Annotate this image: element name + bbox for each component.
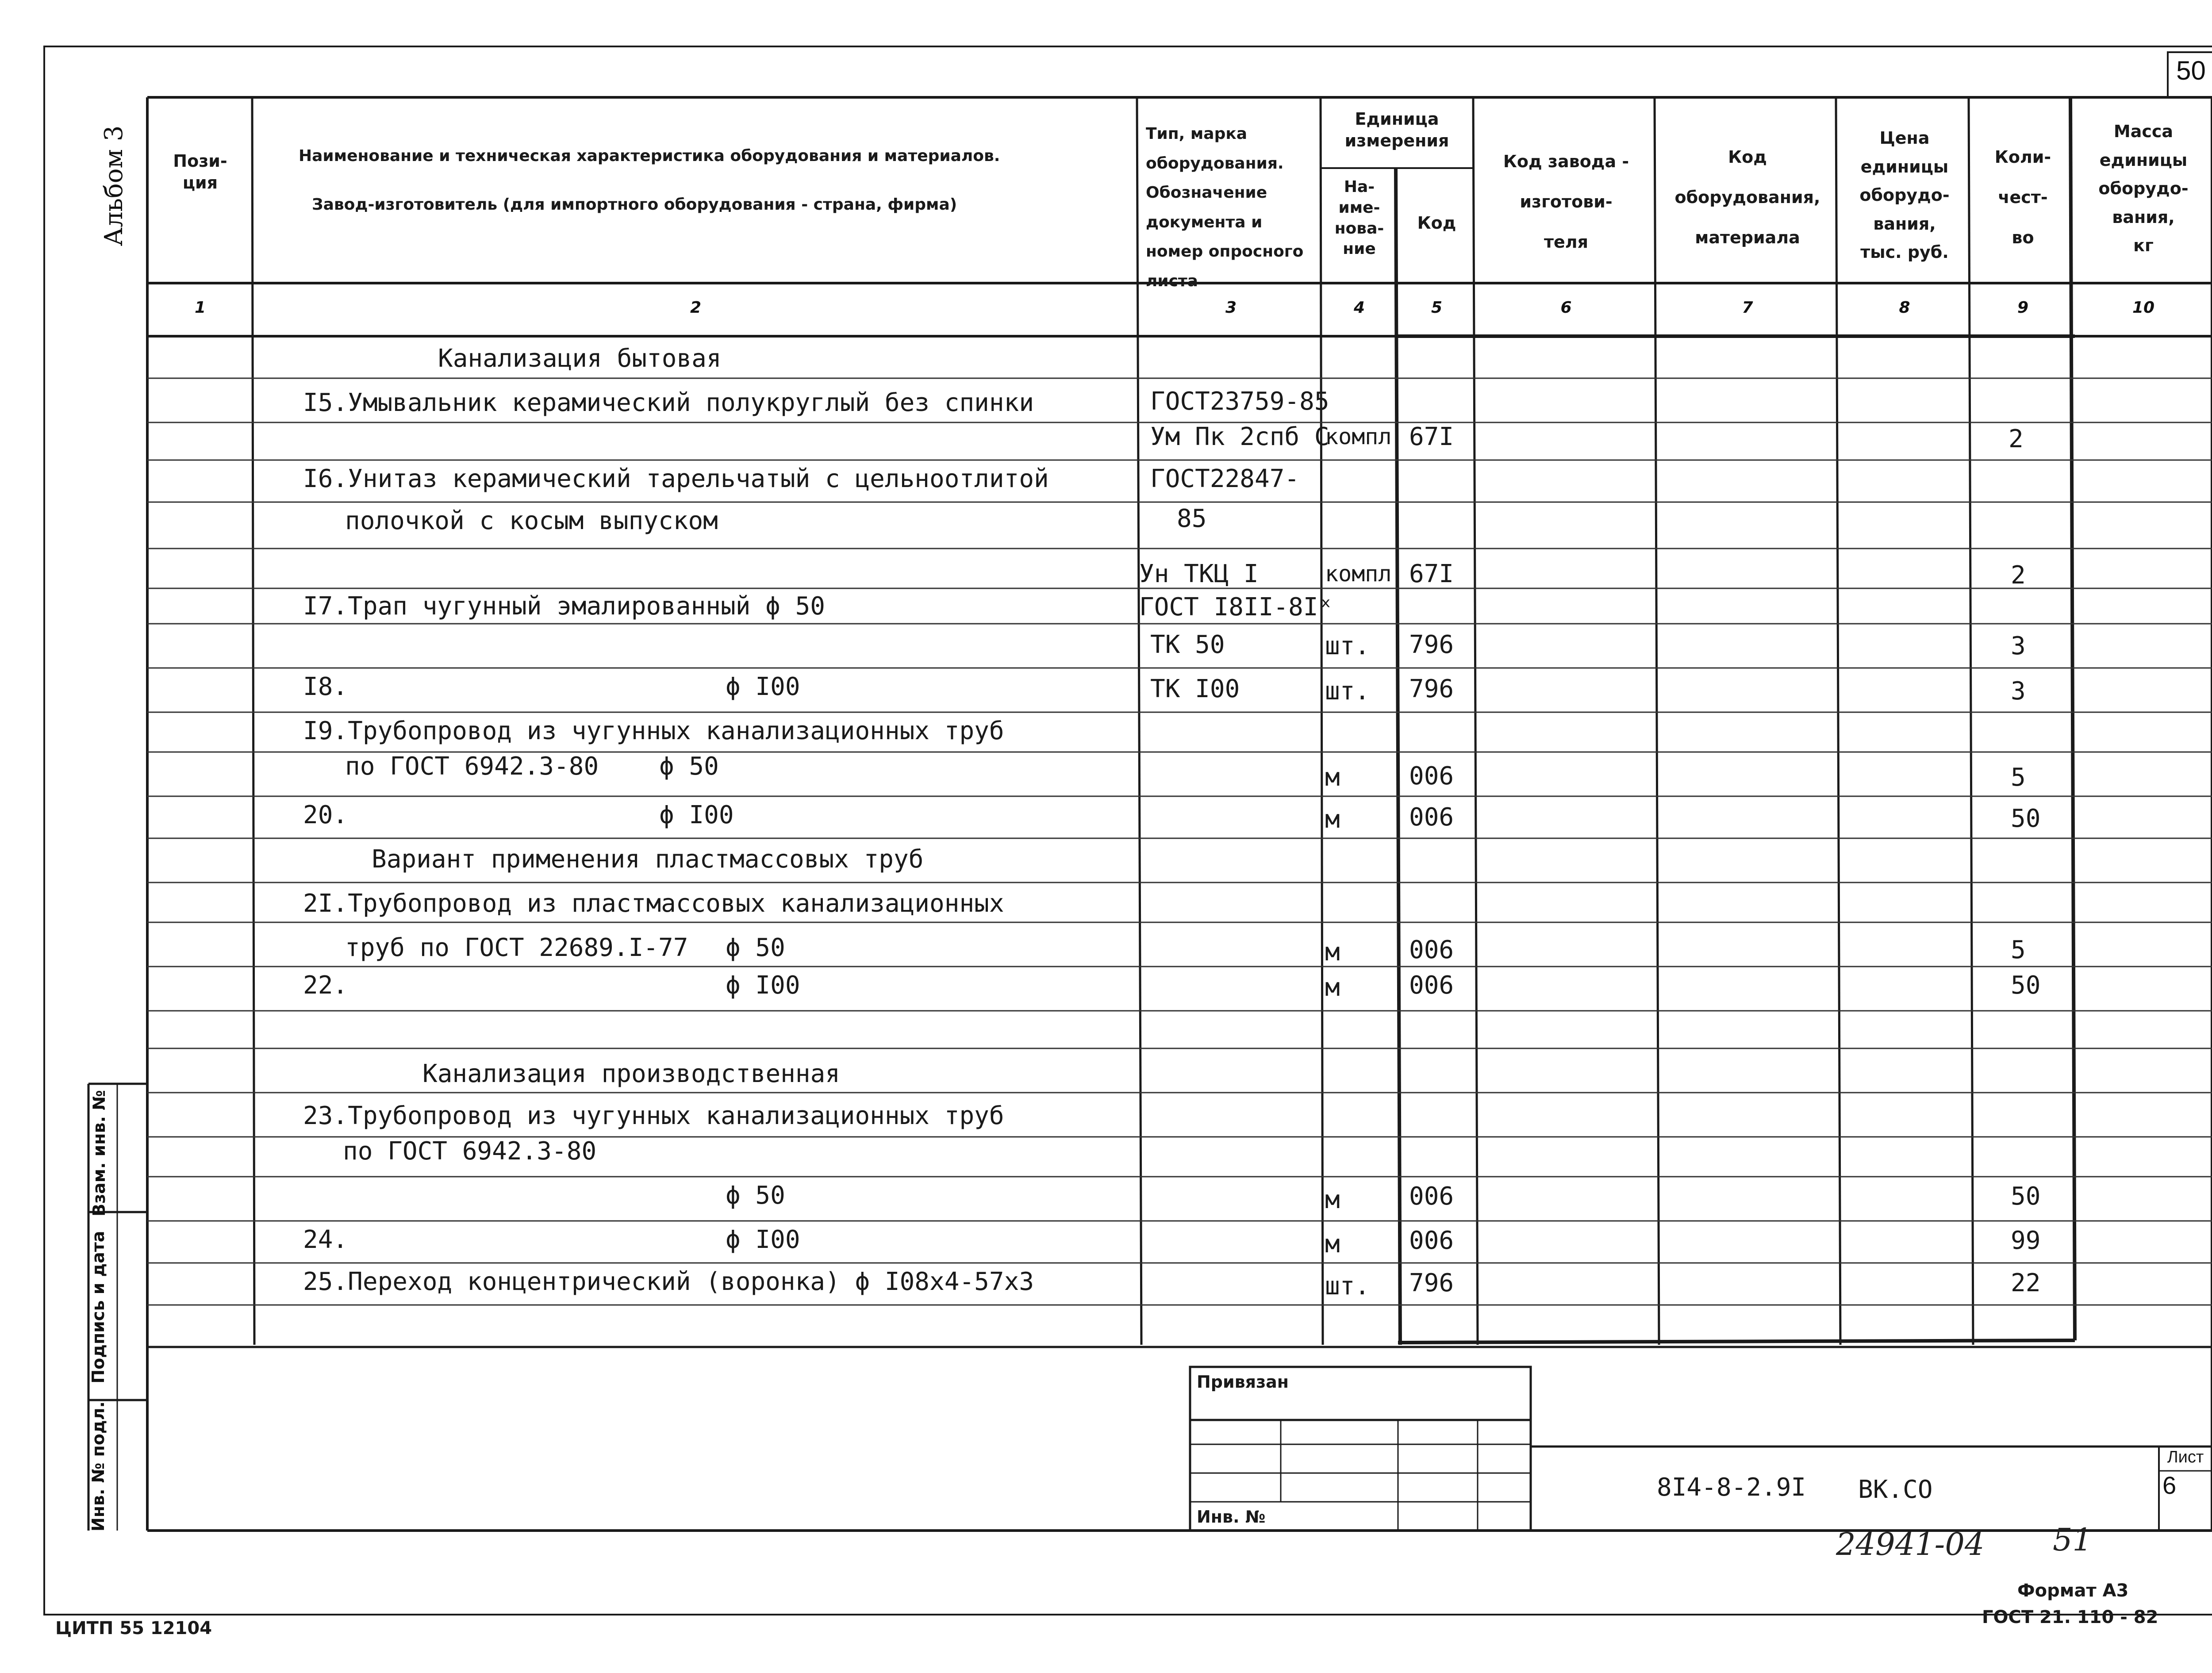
stamp-inv-no: Инв. №: [1197, 1507, 1266, 1527]
stamp-list-number: 6: [2162, 1471, 2177, 1499]
table-row-unit: шт.: [1325, 632, 1370, 660]
table-row-code: 006: [1409, 936, 1454, 964]
table-row-qty: 50: [2011, 971, 2041, 1000]
stamp-mark: ВК.СО: [1858, 1475, 1933, 1504]
table-row-name: 20.: [303, 801, 348, 829]
header-col4: На- име- нова- ние: [1334, 178, 1384, 258]
archive-number: 24941-04: [1836, 1526, 1985, 1562]
header-col3: Тип, марка оборудования. Обозначение документа и номер опросного листа: [1146, 125, 1304, 290]
table-row-type: ТК 50: [1150, 630, 1225, 659]
table-row-diameter: ϕ 50: [726, 1181, 785, 1210]
table-row-unit: м: [1325, 1230, 1340, 1259]
colnum-7: 7: [1742, 299, 1753, 317]
table-row-qty: 2: [2008, 425, 2024, 453]
table-row-type: ТК I00: [1150, 675, 1240, 703]
header-col10: Масса единицы оборудо- вания, кг: [2098, 122, 2189, 256]
table-row-unit: компл: [1325, 561, 1392, 587]
header-col7: Код оборудования, материала: [1674, 147, 1820, 248]
table-row-name: I5.Умывальник керамический полукруглый без спинки: [303, 388, 1034, 417]
table-row-code: 796: [1409, 675, 1454, 703]
table-row-code: 006: [1409, 1226, 1454, 1255]
header-col1: Пози- ция: [173, 151, 227, 193]
colnum-8: 8: [1899, 299, 1910, 317]
header-col8: Цена единицы оборудо- вания, тыс. руб.: [1859, 128, 1950, 262]
header-col6: Код завода - изготови- теля: [1503, 152, 1629, 252]
table-row-qty: 99: [2011, 1226, 2041, 1255]
gost-label: ГОСТ 21. 110 - 82: [1982, 1607, 2158, 1627]
side-stamp-podpis: Подпись и дата: [88, 1231, 108, 1384]
colnum-5: 5: [1431, 299, 1443, 317]
side-stamp-vzam: Взам. инв. №: [89, 1090, 109, 1216]
table-row-unit: м: [1325, 973, 1340, 1002]
table-row-qty: 2: [2011, 561, 2026, 590]
table-row-code: 67I: [1409, 422, 1454, 451]
table-row-qty: 50: [2011, 1182, 2041, 1211]
table-row-unit: шт.: [1325, 677, 1370, 706]
header-col9: Коли- чест- во: [1994, 147, 2051, 248]
table-row-code: 006: [1409, 971, 1454, 1000]
table-row-code: 006: [1409, 1182, 1454, 1211]
side-stamp-inv: Инв. № подл.: [88, 1401, 108, 1532]
table-row-diameter: ϕ I00: [659, 801, 734, 829]
table-row-name: Вариант применения пластмассовых труб: [372, 845, 924, 874]
table-row-type: ГОСТ23759-85: [1150, 387, 1329, 416]
table-row-unit: м: [1325, 938, 1340, 967]
table-row-name: полочкой с косым выпуском: [345, 507, 718, 535]
header-col2-line1: Наименование и техническая характеристика оборудования и материалов.: [299, 147, 1000, 165]
colnum-10: 10: [2132, 299, 2155, 317]
colnum-9: 9: [2017, 299, 2029, 317]
table-row-code: 67I: [1409, 560, 1454, 588]
table-row-name: I6.Унитаз керамический тарельчатый с цельноотлитой: [303, 464, 1049, 493]
table-row-qty: 5: [2011, 936, 2026, 964]
table-row-code: 796: [1409, 630, 1454, 659]
table-row-diameter: ϕ I00: [726, 1225, 800, 1254]
archive-page: 51: [2053, 1522, 2093, 1558]
table-row-name: Канализация бытовая: [438, 344, 722, 373]
sheet-number-top: 50: [2176, 56, 2206, 85]
table-row-type: ГОСТ22847-: [1150, 464, 1300, 493]
table-row-code: 006: [1409, 803, 1454, 832]
table-row-name: Канализация производственная: [422, 1059, 841, 1088]
table-row-qty: 50: [2011, 804, 2041, 833]
table-row-name: I9.Трубопровод из чугунных канализационных труб: [303, 717, 1004, 745]
header-unit-group: Единица измерения: [1344, 109, 1449, 151]
colnum-6: 6: [1560, 299, 1572, 317]
table-row-name: 23.Трубопровод из чугунных канализационных труб: [303, 1101, 1004, 1130]
table-row-type: Ун ТКЦ I: [1139, 560, 1259, 588]
table-row-unit: м: [1325, 1186, 1340, 1214]
album-label: Альбом 3: [100, 125, 128, 246]
table-row-diameter: ϕ 50: [726, 933, 785, 962]
colnum-3: 3: [1225, 299, 1237, 317]
table-row-name: по ГОСТ 6942.3-80: [345, 752, 599, 781]
colnum-4: 4: [1353, 299, 1365, 317]
table-row-diameter: ϕ 50: [659, 752, 719, 781]
table-row-type: 85: [1177, 504, 1207, 533]
table-row-name: 24.: [303, 1225, 348, 1254]
stamp-privyazan: Привязан: [1197, 1372, 1289, 1392]
stamp-designation: 8I4-8-2.9I: [1657, 1473, 1806, 1502]
header-col5: Код: [1417, 213, 1456, 233]
table-row-unit: м: [1325, 805, 1340, 834]
table-row-qty: 3: [2011, 677, 2026, 706]
table-row-diameter: ϕ I00: [726, 971, 800, 1000]
colnum-2: 2: [690, 299, 702, 317]
table-row-qty: 22: [2011, 1269, 2041, 1297]
table-row-qty: 5: [2011, 763, 2026, 792]
table-row-diameter: ϕ I00: [726, 672, 800, 701]
table-row-unit: компл: [1325, 424, 1392, 449]
table-row-type: ГОСТ I8II-8Iˣ: [1139, 593, 1333, 622]
table-row-name: труб по ГОСТ 22689.I-77: [345, 933, 688, 962]
citp-label: ЦИТП 55 12104: [55, 1618, 212, 1638]
table-row-name: 22.: [303, 971, 348, 1000]
table-row-code: 796: [1409, 1269, 1454, 1297]
table-row-unit: шт.: [1325, 1272, 1370, 1301]
table-row-name: I7.Трап чугунный эмалированный ϕ 50: [303, 592, 826, 621]
table-row-code: 006: [1409, 762, 1454, 790]
table-row-name: по ГОСТ 6942.3-80: [343, 1137, 597, 1166]
table-row-qty: 3: [2011, 632, 2026, 660]
table-row-type: Ум Пк 2спб С: [1150, 422, 1329, 451]
table-row-name: 2I.Трубопровод из пластмассовых канализационных: [303, 889, 1004, 918]
colnum-1: 1: [194, 299, 206, 317]
table-row-name: I8.: [303, 672, 348, 701]
format-label: Формат А3: [2017, 1581, 2129, 1601]
table-row-unit: м: [1325, 763, 1340, 792]
header-col2-line2: Завод-изготовитель (для импортного оборудования - страна, фирма): [312, 196, 957, 214]
stamp-list-label: Лист: [2167, 1448, 2204, 1466]
table-row-name: 25.Переход концентрический (воронка) ϕ I08x4-57x3: [303, 1267, 1034, 1296]
